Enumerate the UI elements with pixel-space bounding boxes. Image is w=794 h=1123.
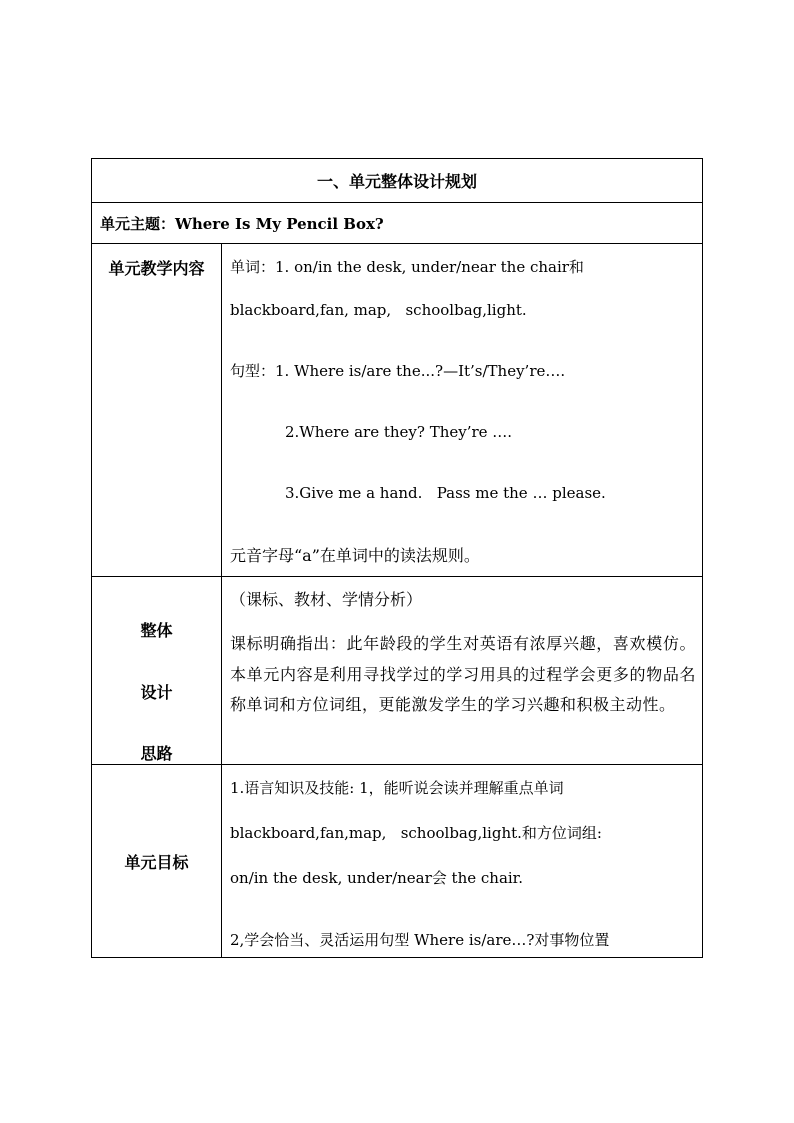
sentence-line-3: 3.Give me a hand. Pass me the … please. xyxy=(285,484,606,502)
unit-theme: 单元主题：Where Is My Pencil Box? xyxy=(92,203,703,244)
design-label-part-1: 整体 xyxy=(140,621,173,640)
design-cell xyxy=(222,577,703,765)
goals-line-4: 2,学会恰当、灵活运用句型 Where is/are…?对事物位置 xyxy=(230,931,610,949)
unit-plan-table xyxy=(91,158,703,958)
goals-row xyxy=(92,765,703,958)
phonics-rule: 元音字母“a”在单词中的读法规则。 xyxy=(230,546,480,565)
words-line-1: 单词：1. on/in the desk, under/near the chair和 xyxy=(230,258,584,276)
design-label xyxy=(92,577,222,765)
design-row xyxy=(92,577,703,765)
goals-line-3: on/in the desk, under/near会 the chair. xyxy=(230,869,523,887)
design-subtitle: （课标、教材、学情分析） xyxy=(230,590,423,609)
sentence-line-2: 2.Where are they? They’re …. xyxy=(285,423,513,441)
content-label: 单元教学内容 xyxy=(92,244,222,577)
theme-row xyxy=(92,203,703,244)
title-row xyxy=(92,159,703,203)
goals-cell xyxy=(222,765,703,958)
goals-label: 单元目标 xyxy=(92,765,222,958)
content-cell xyxy=(222,244,703,577)
design-label-part-2: 设计 xyxy=(140,683,173,702)
goals-line-2: blackboard,fan,map, schoolbag,light.和方位词组: xyxy=(230,824,602,842)
words-line-2: blackboard,fan, map, schoolbag,light. xyxy=(230,301,527,319)
table-title: 一、单元整体设计规划 xyxy=(92,159,703,203)
sentence-line-1: 句型：1. Where is/are the...?—It’s/They’re…. xyxy=(230,362,566,380)
content-row xyxy=(92,244,703,577)
goals-line-1: 1.语言知识及技能: 1，能听说会读并理解重点单词 xyxy=(230,779,564,797)
design-label-part-3: 思路 xyxy=(140,744,173,763)
design-paragraph: 课标明确指出：此年龄段的学生对英语有浓厚兴趣，喜欢模仿。本单元内容是利用寻找学过的学习用具的过程学会更多的物品名称单词和方位词组，更能激发学生的学习兴趣和积极主动性。 xyxy=(230,634,696,714)
